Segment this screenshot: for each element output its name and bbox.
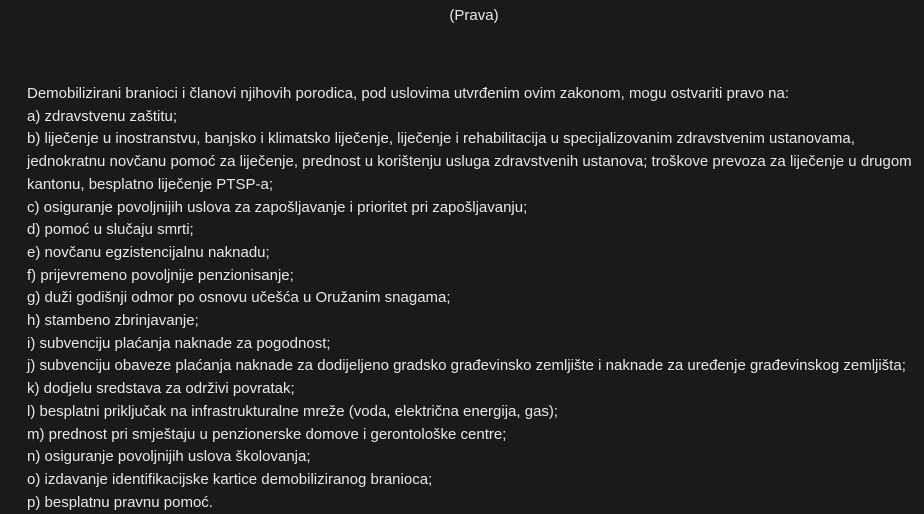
list-item: g) duži godišnji odmor po osnovu učešća u Oružanim snagama; [27,289,451,307]
article-heading: (Prava) [449,7,499,24]
list-item: a) zdravstvenu zaštitu; [27,107,178,125]
list-item: c) osiguranje povoljnijih uslova za zapošljavanje i prioritet pri zapošljavanju; [27,198,528,216]
list-item: f) prijevremeno povoljnije penzionisanje; [27,266,294,284]
list-item: m) prednost pri smještaju u penzionerske domove i gerontološke centre; [27,425,507,443]
list-item: l) besplatni priključak na infrastrukturalne mreže (voda, električna energija, gas); [27,402,559,420]
list-item: h) stambeno zbrinjavanje; [27,312,199,330]
list-item: j) subvenciju obaveze plaćanja naknade za dodijeljeno gradsko građevinsko zemljište i naknade za uređenje građevinskog zemljišta; [27,357,906,375]
list-item: b) liječenje u inostranstvu, banjsko i klimatsko liječenje, liječenje i rehabilitacija u specijalizovanim zdravstvenim ustanovama, jednokratnu novčanu pomoć za liječenje, prednost u korištenju usluga zdravstvenih ustanova; troškove prevoza za liječenje u drugom kantonu, besplatno liječenje PTSP-a; [27,130,912,193]
list-item: p) besplatnu pravnu pomoć. [27,493,213,511]
list-item: e) novčanu egzistencijalnu naknadu; [27,243,270,261]
list-item: n) osiguranje povoljnijih uslova školovanja; [27,448,311,466]
list-item: k) dodjelu sredstava za održivi povratak; [27,380,295,398]
list-item: d) pomoć u slučaju smrti; [27,221,194,239]
article-body [27,83,917,514]
list-item: o) izdavanje identifikacijske kartice demobiliziranog branioca; [27,470,433,488]
article-intro: Demobilizirani branioci i članovi njihovih porodica, pod uslovima utvrđenim ovim zakonom, mogu ostvariti pravo na: [27,85,790,102]
list-item: i) subvenciju plaćanja naknade za pogodnost; [27,334,331,352]
